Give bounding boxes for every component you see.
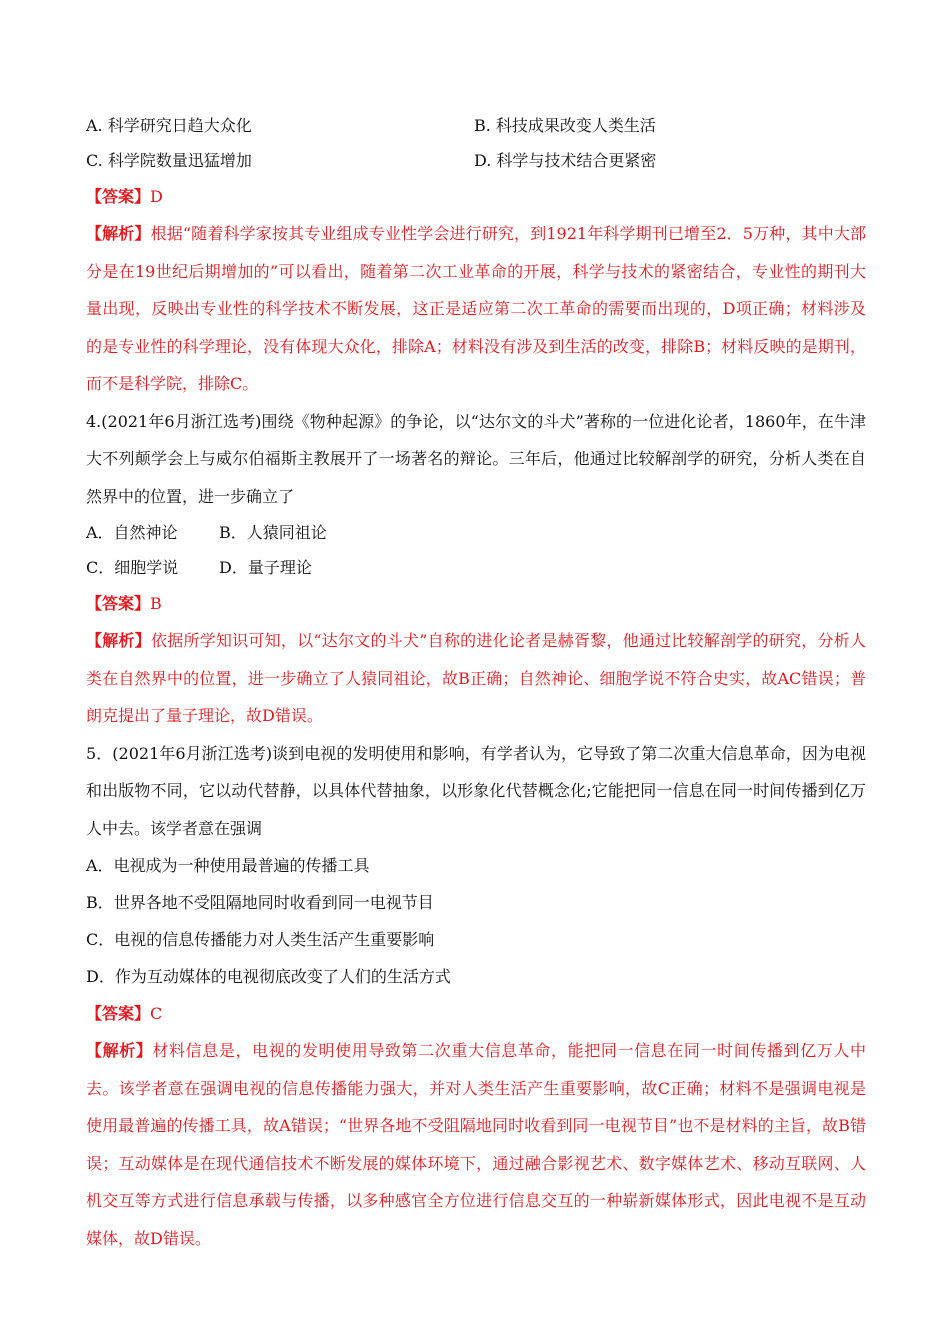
q4-analysis-text: 依据所学知识可知，以“达尔文的斗犬”自称的进化论者是赫胥黎，他通过比较解剖学的研究，分析人类在自然界中的位置，进一步确立了人猿同祖论，故B正确；自然神论、细胞学说不符合史实，故AC错误；普朗克提出了量子理论，故D错误。: [86, 631, 866, 725]
q3-analysis: [86, 215, 866, 403]
q4-options-row-2: [86, 550, 866, 585]
q3-analysis-text: 根据“随着科学家按其专业组成专业性学会进行研究，到1921年科学期刊已增至2．5万种，其中大部分是在19世纪后期增加的”可以看出，随着第二次工业革命的开展，科学与技术的紧密结合，专业性的期刊大量出现，反映出专业性的科学技术不断发展，这正是适应第二次工革命的需要而出现的，D项正确；材料涉及的是专业性的科学理论，没有体现大众化，排除A；材料没有涉及到生活的改变，排除B；材料反映的是期刊，而不是科学院，排除C。: [86, 224, 866, 393]
q3-analysis-tag: 【解析】: [86, 224, 151, 243]
q3-answer-tag: 【答案】: [86, 187, 151, 206]
q4-answer-value: B: [150, 594, 162, 613]
q5-option-d: D．作为互动媒体的电视彻底改变了人们的生活方式: [86, 967, 451, 986]
q5-analysis-text: 材料信息是，电视的发明使用导致第二次重大信息革命，能把同一信息在同一时间传播到亿万人中去。该学者意在强调电视的信息传播能力强大，并对人类生活产生重要影响，故C正确；材料不是强调电视是使用最普遍的传播工具，故A错误；“世界各地不受阻隔地同时收看到同一电视节目”也不是材料的主旨，故B错误；互动媒体是在现代通信技术不断发展的媒体环境下，通过融合影视艺术、数字媒体艺术、移动互联网、人机交互等方式进行信息承载与传播，以多种感官全方位进行信息交互的一种崭新媒体形式，因此电视不是互动媒体，故D错误。: [86, 1041, 866, 1248]
q5-answer-tag: 【答案】: [86, 1004, 151, 1023]
q5-answer-value: C: [150, 1004, 163, 1023]
q3-option-d: D. 科学与技术结合更紧密: [474, 151, 657, 170]
document-page: [86, 108, 866, 1257]
q4-option-a: A．自然神论: [86, 523, 178, 542]
q5-analysis: [86, 1032, 866, 1257]
q4-answer: [86, 585, 866, 622]
q4-analysis: [86, 622, 866, 735]
q5-option-a: A．电视成为一种使用最普遍的传播工具: [86, 856, 370, 875]
q5-stem: 5．(2021年6月浙江选考)谈到电视的发明使用和影响，有学者认为，它导致了第二次重大信息革命，因为电视和出版物不同，它以动代替静，以具体代替抽象，以形象化代替概念化;它能把同一信息在同一时间传播到亿万人中去。该学者意在强调: [86, 743, 866, 838]
q4-answer-tag: 【答案】: [86, 594, 151, 613]
q3-options-row-2: [86, 143, 866, 178]
q5-answer: [86, 995, 866, 1032]
q4-option-b: B．人猿同祖论: [219, 523, 327, 542]
q4-stem: 4.(2021年6月浙江选考)围绕《物种起源》的争论，以“达尔文的斗犬”著称的一位进化论者，1860年，在牛津大不列颠学会上与威尔伯福斯主教展开了一场著名的辩论。三年后，他通过比较解剖学的研究，分析人类在自然界中的位置，进一步确立了: [86, 411, 866, 506]
q3-option-b: B. 科技成果改变人类生活: [474, 116, 656, 135]
q3-option-c: C. 科学院数量迅猛增加: [86, 151, 252, 170]
q5-option-b: B．世界各地不受阻隔地同时收看到同一电视节目: [86, 893, 434, 912]
q3-answer-value: D: [150, 187, 163, 206]
q5-analysis-tag: 【解析】: [86, 1041, 153, 1060]
q3-answer: [86, 178, 866, 215]
q3-option-a: A. 科学研究日趋大众化: [86, 116, 252, 135]
q5-option-c: C．电视的信息传播能力对人类生活产生重要影响: [86, 930, 435, 949]
q4-options-row-1: [86, 515, 866, 550]
q4-analysis-tag: 【解析】: [86, 631, 151, 650]
q4-option-c: C．细胞学说: [86, 558, 179, 577]
q4-option-d: D．量子理论: [219, 558, 312, 577]
q3-options-row-1: [86, 108, 866, 143]
